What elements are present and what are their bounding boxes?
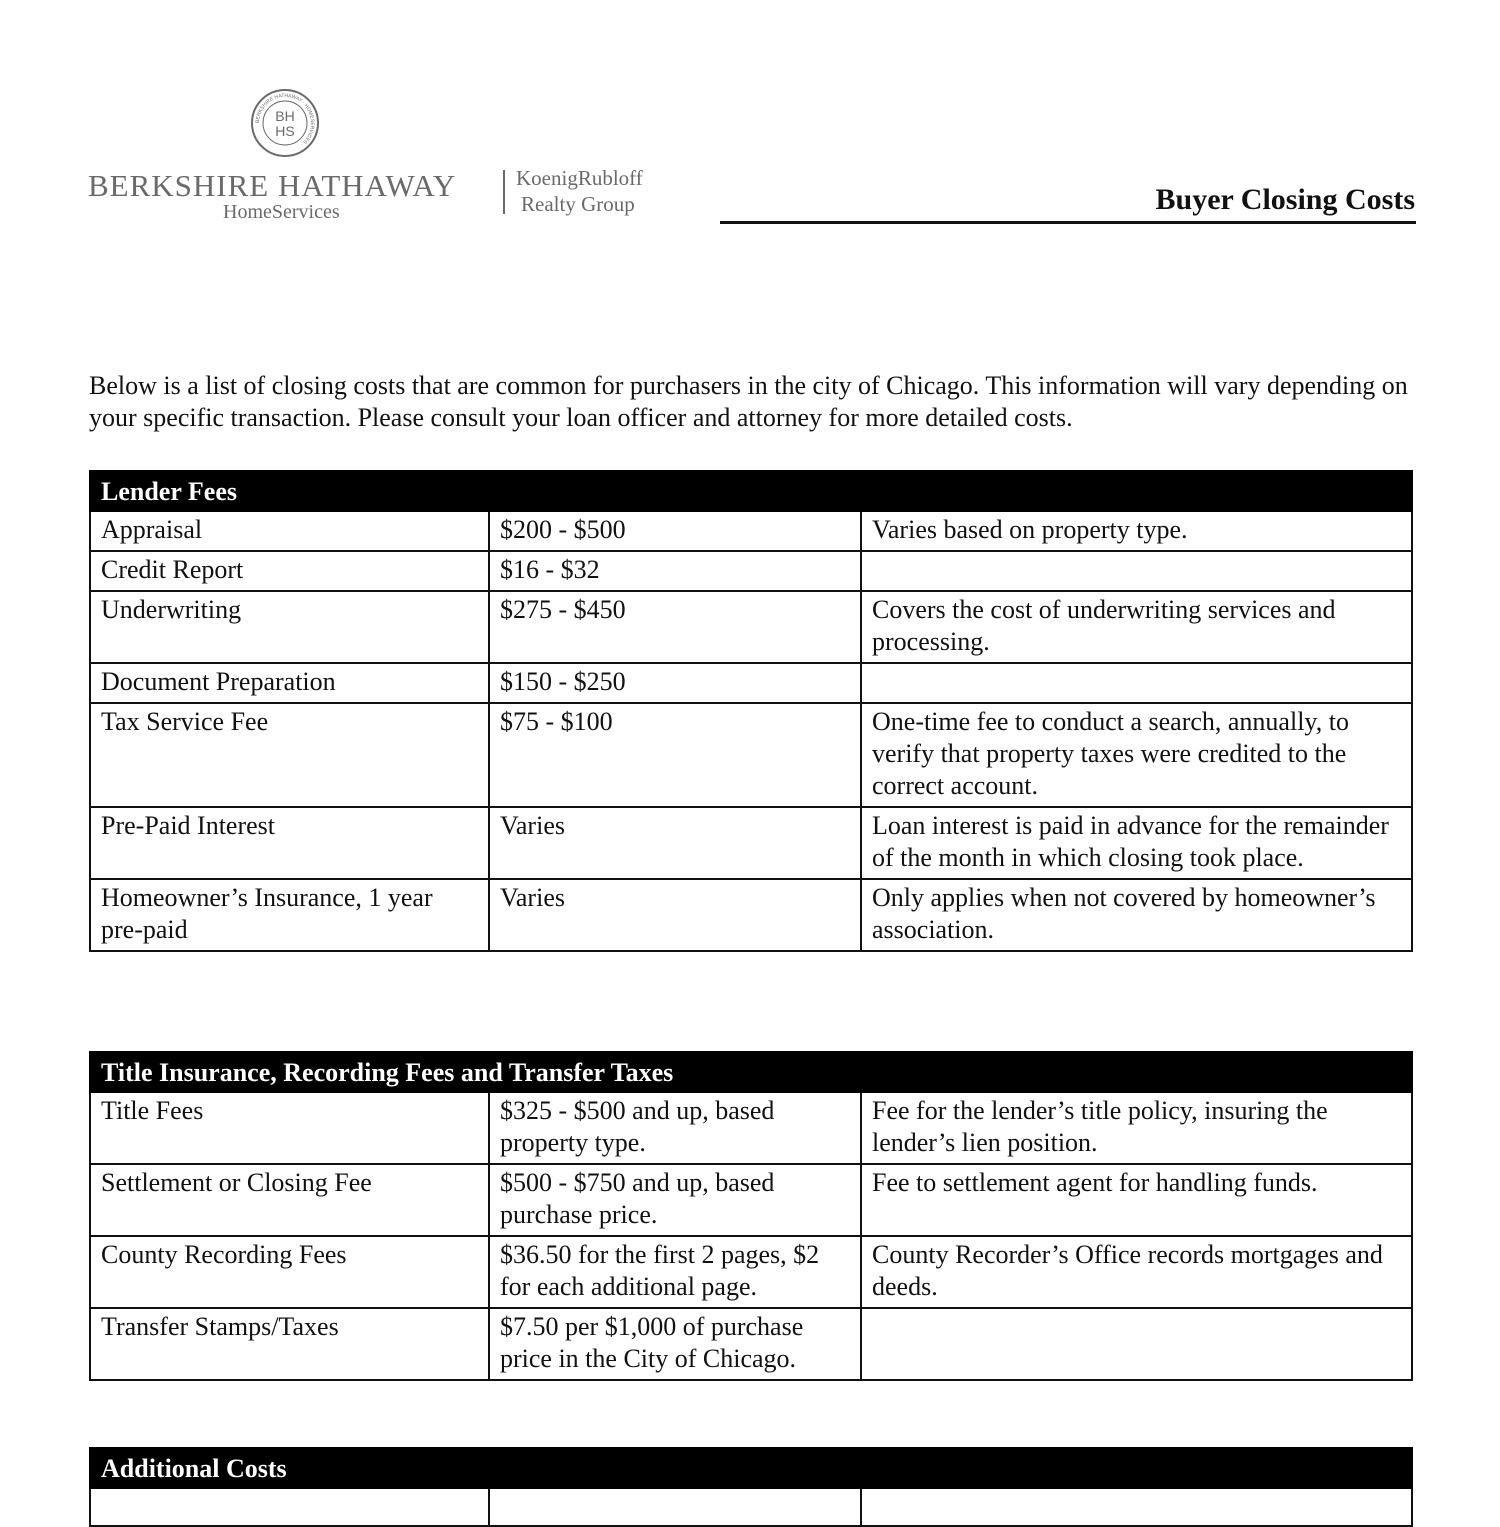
fee-item: Tax Service Fee bbox=[90, 703, 489, 807]
fee-item: Settlement or Closing Fee bbox=[90, 1164, 489, 1236]
table-row bbox=[90, 1308, 1412, 1380]
seal-text-top: BH bbox=[275, 108, 295, 124]
document-title: Buyer Closing Costs bbox=[1155, 183, 1415, 216]
table-heading: Additional Costs bbox=[90, 1448, 1412, 1488]
fee-cost: $36.50 for the first 2 pages, $2 for each additional page. bbox=[489, 1236, 861, 1308]
fee-cost: $150 - $250 bbox=[489, 663, 861, 703]
table-row bbox=[90, 663, 1412, 703]
brand-subtitle: HomeServices bbox=[223, 201, 340, 223]
fee-item bbox=[90, 1488, 489, 1526]
company-logo bbox=[88, 88, 688, 228]
fee-note: Covers the cost of underwriting services and processing. bbox=[861, 591, 1412, 663]
svg-text:BERKSHIRE HATHAWAY · HOMESERVI: BERKSHIRE HATHAWAY · HOMESERVICES · bbox=[254, 92, 316, 148]
table-row bbox=[90, 807, 1412, 879]
fee-item: Transfer Stamps/Taxes bbox=[90, 1308, 489, 1380]
table-heading: Title Insurance, Recording Fees and Transfer Taxes bbox=[90, 1052, 1412, 1092]
title-insurance-table bbox=[89, 1051, 1413, 1381]
fee-cost: $275 - $450 bbox=[489, 591, 861, 663]
table-row bbox=[90, 591, 1412, 663]
fee-item: Appraisal bbox=[90, 511, 489, 551]
fee-item: Underwriting bbox=[90, 591, 489, 663]
table-row bbox=[90, 1092, 1412, 1164]
fee-item: Homeowner’s Insurance, 1 year pre-paid bbox=[90, 879, 489, 951]
table-row bbox=[90, 1236, 1412, 1308]
fee-note bbox=[861, 1308, 1412, 1380]
fee-cost bbox=[489, 1488, 861, 1526]
logo-divider bbox=[503, 170, 505, 214]
title-underline bbox=[720, 221, 1416, 224]
fee-cost: Varies bbox=[489, 807, 861, 879]
table-heading: Lender Fees bbox=[90, 471, 1412, 511]
lender-fees-table bbox=[89, 470, 1413, 952]
fee-item: Title Fees bbox=[90, 1092, 489, 1164]
fee-note: Varies based on property type. bbox=[861, 511, 1412, 551]
fee-note: Fee to settlement agent for handling funds. bbox=[861, 1164, 1412, 1236]
table-row bbox=[90, 1488, 1412, 1526]
fee-note bbox=[861, 663, 1412, 703]
table-row bbox=[90, 879, 1412, 951]
fee-note: Fee for the lender’s title policy, insuring the lender’s lien position. bbox=[861, 1092, 1412, 1164]
fee-note bbox=[861, 1488, 1412, 1526]
partner-name-line2: Realty Group bbox=[521, 192, 635, 216]
fee-item: Document Preparation bbox=[90, 663, 489, 703]
fee-item: Credit Report bbox=[90, 551, 489, 591]
brand-name: BERKSHIRE HATHAWAY bbox=[88, 168, 457, 203]
fee-cost: Varies bbox=[489, 879, 861, 951]
table-row bbox=[90, 511, 1412, 551]
fee-cost: $75 - $100 bbox=[489, 703, 861, 807]
fee-cost: $500 - $750 and up, based purchase price. bbox=[489, 1164, 861, 1236]
table-row bbox=[90, 1164, 1412, 1236]
fee-cost: $200 - $500 bbox=[489, 511, 861, 551]
fee-note: Only applies when not covered by homeowner’s association. bbox=[861, 879, 1412, 951]
fee-cost: $325 - $500 and up, based property type. bbox=[489, 1092, 861, 1164]
fee-item: County Recording Fees bbox=[90, 1236, 489, 1308]
table-row bbox=[90, 703, 1412, 807]
fee-cost: $16 - $32 bbox=[489, 551, 861, 591]
fee-note bbox=[861, 551, 1412, 591]
fee-note: One-time fee to conduct a search, annually, to verify that property taxes were credited to the correct account. bbox=[861, 703, 1412, 807]
fee-note: County Recorder’s Office records mortgages and deeds. bbox=[861, 1236, 1412, 1308]
fee-note: Loan interest is paid in advance for the remainder of the month in which closing took place. bbox=[861, 807, 1412, 879]
seal-text-bottom: HS bbox=[275, 123, 295, 139]
fee-item: Pre-Paid Interest bbox=[90, 807, 489, 879]
fee-cost: $7.50 per $1,000 of purchase price in the City of Chicago. bbox=[489, 1308, 861, 1380]
table-row bbox=[90, 551, 1412, 591]
additional-costs-table bbox=[89, 1447, 1413, 1527]
bhhs-seal-logo bbox=[250, 88, 320, 158]
intro-paragraph: Below is a list of closing costs that are common for purchasers in the city of Chicago. This information will vary depending on your specific transaction. Please consult your loan officer and attorney for more detailed costs. bbox=[89, 371, 1408, 432]
partner-name-line1: KoenigRubloff bbox=[516, 166, 643, 190]
